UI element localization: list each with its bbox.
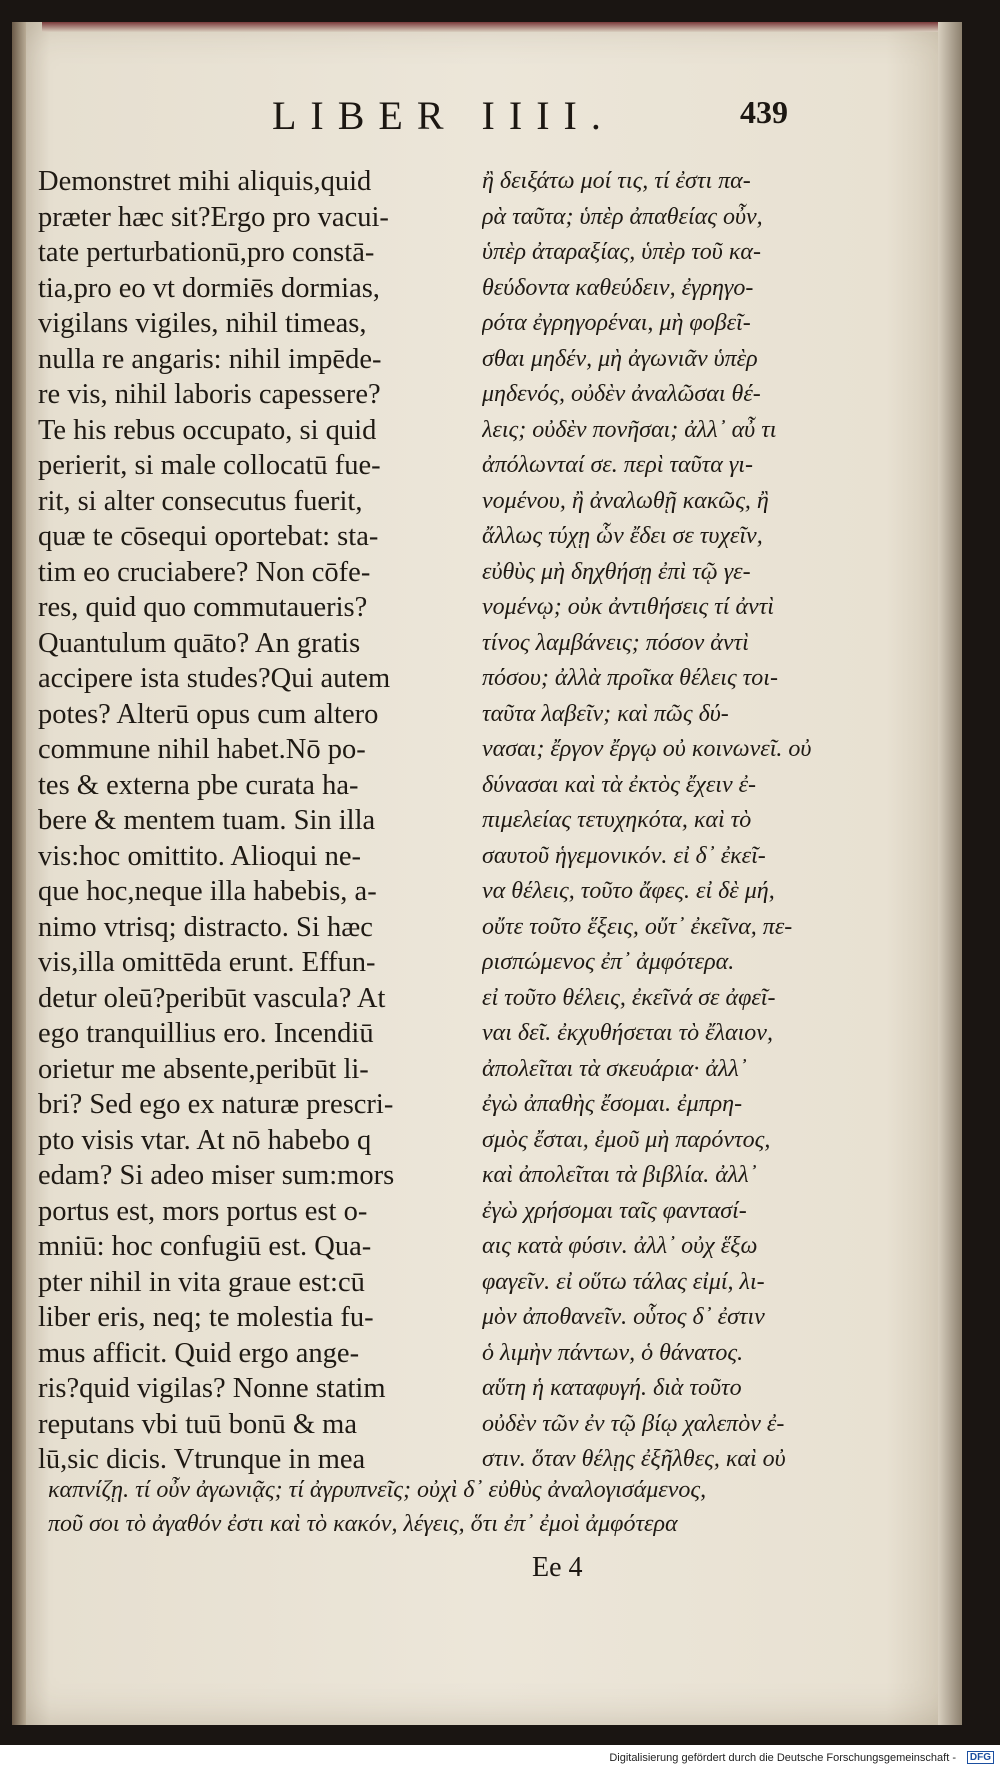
page-gutter — [12, 22, 26, 1725]
latin-line: bri? Sed ego ex naturæ prescri- — [38, 1089, 394, 1120]
bottom-greek-line: καπνίζῃ. τί οὖν ἀγωνιᾷς; τί ἀγρυπνεῖς; οὐχὶ δ᾽ εὐθὺς ἀναλογισάμενος, — [48, 1477, 707, 1503]
greek-line: σμὸς ἔσται, ἐμοῦ μὴ παρόντος, — [482, 1126, 771, 1153]
latin-line: nulla re angaris: nihil impēde- — [38, 343, 382, 375]
latin-line: potes? Alterū opus cum altero — [38, 698, 379, 730]
latin-line: rit, si alter consecutus fuerit, — [38, 485, 363, 517]
latin-line: ris?quid vigilas? Nonne statim — [38, 1373, 386, 1404]
latin-line: tate perturbationū,pro constā- — [38, 237, 375, 268]
latin-line: tim eo cruciabere? Non cōfe- — [38, 556, 371, 588]
dfg-logo: DFG — [967, 1751, 994, 1764]
greek-line: καὶ ἀπολεῖται τὰ βιβλία. ἀλλ᾽ — [482, 1162, 757, 1188]
greek-line: ρισπώμενος ἐπ᾽ ἀμφότερα. — [482, 949, 735, 975]
book-page — [12, 22, 962, 1725]
greek-line: εὐθὺς μὴ δηχθήσῃ ἐπὶ τῷ γε- — [482, 558, 751, 585]
greek-line: ἄλλως τύχῃ ὧν ἔδει σε τυχεῖν, — [482, 523, 763, 549]
latin-line: nimo vtrisq; distracto. Si hæc — [38, 911, 373, 943]
greek-line: ταῦτα λαβεῖν; καὶ πῶς δύ- — [482, 700, 729, 727]
latin-line: Quantulum quāto? An gratis — [38, 627, 361, 659]
latin-line: res, quid quo commutaueris? — [38, 592, 368, 623]
bottom-greek-line: ποῦ σοι τὸ ἀγαθόν ἐστι καὶ τὸ κακόν, λέγεις, ὅτι ἐπ᾽ ἐμοὶ ἀμφότερα — [48, 1511, 678, 1537]
greek-line: να θέλεις, τοῦτο ἄφες. εἰ δὲ μή, — [482, 878, 775, 904]
greek-column — [482, 164, 942, 1478]
latin-column — [38, 164, 478, 1478]
digitization-footer — [0, 1748, 1000, 1770]
greek-line: μὸν ἀποθανεῖν. οὗτος δ᾽ ἐστιν — [482, 1304, 765, 1330]
greek-line: φαγεῖν. εἰ οὕτω τάλας εἰμί, λι- — [482, 1268, 765, 1295]
latin-line: vis,illa omittēda erunt. Effun- — [38, 947, 376, 978]
greek-line: ρότα ἐγρηγορέναι, μὴ φοβεῖ- — [482, 310, 751, 336]
latin-line: que hoc,neque illa habebis, a- — [38, 876, 377, 907]
greek-line: μηδενός, οὐδὲν ἀναλῶσαι θέ- — [482, 381, 761, 407]
latin-line: perierit, si male collocatū fue- — [38, 450, 381, 481]
latin-line: commune nihil habet.Nō po- — [38, 734, 366, 765]
latin-line: tes & externa pbe curata ha- — [38, 769, 359, 801]
greek-line: ἐγὼ ἀπαθὴς ἔσομαι. ἐμπρη- — [482, 1091, 743, 1117]
signature-mark: Ee 4 — [532, 1552, 583, 1583]
latin-line: Te his rebus occupato, si quid — [38, 414, 377, 446]
greek-line: εἰ τοῦτο θέλεις, ἐκεῖνά σε ἀφεῖ- — [482, 984, 776, 1011]
greek-line: οὐδὲν τῶν ἐν τῷ βίῳ χαλεπὸν ἐ- — [482, 1410, 785, 1437]
greek-line: πιμελείας τετυχηκότα, καὶ τὸ — [482, 807, 752, 833]
latin-line: mus afficit. Quid ergo ange- — [38, 1337, 360, 1369]
greek-line: νομένου, ἢ ἀναλωθῇ κακῶς, ἢ — [482, 487, 769, 514]
greek-line: νασαι; ἔργον ἔργῳ οὐ κοινωνεῖ. οὐ — [482, 736, 812, 762]
latin-line: accipere ista studes?Qui autem — [38, 663, 391, 694]
greek-line: λεις; οὐδὲν πονῆσαι; ἀλλ᾽ αὖ τι — [482, 416, 777, 443]
latin-line: vigilans vigiles, nihil timeas, — [38, 308, 367, 339]
latin-line: pto visis vtar. At nō habebo q — [38, 1124, 372, 1156]
greek-line: ἀπολεῖται τὰ σκευάρια· ἀλλ᾽ — [482, 1055, 747, 1082]
greek-line: σαυτοῦ ἡγεμονικόν. εἰ δ᾽ ἐκεῖ- — [482, 842, 766, 869]
page-number: 439 — [740, 94, 788, 130]
footer-text: Digitalisierung gefördert durch die Deutsche Forschungsgemeinschaft - — [609, 1752, 956, 1764]
greek-line: οὔτε τοῦτο ἕξεις, οὔτ᾽ ἐκεῖνα, πε- — [482, 913, 793, 940]
greek-line: θεύδοντα καθεύδειν, ἐγρηγο- — [482, 274, 754, 301]
latin-line: portus est, mors portus est o- — [38, 1195, 368, 1227]
latin-line: tia,pro eo vt dormiēs dormias, — [38, 272, 380, 304]
greek-line: πόσου; ἀλλὰ προῖκα θέλεις τοι- — [482, 665, 778, 691]
greek-line: τίνος λαμβάνεις; πόσον ἀντὶ — [482, 629, 749, 656]
latin-line: præter hæc sit?Ergo pro vacui- — [38, 201, 389, 233]
greek-line: αὕτη ἡ καταφυγή. διὰ τοῦτο — [482, 1375, 742, 1401]
greek-line: δύνασαι καὶ τὰ ἐκτὸς ἔχειν ἐ- — [482, 771, 757, 798]
greek-line: ἐγὼ χρήσομαι ταῖς φαντασί- — [482, 1197, 747, 1224]
latin-line: orietur me absente,peribūt li- — [38, 1053, 369, 1085]
greek-line: σθαι μηδέν, μὴ ἀγωνιᾶν ὑπὲρ — [482, 345, 758, 372]
latin-line: quæ te cōsequi oportebat: sta- — [38, 521, 379, 552]
latin-line: re vis, nihil laboris capessere? — [38, 379, 381, 410]
page-top-edge — [42, 22, 942, 32]
latin-line: detur oleū?peribūt vascula? At — [38, 982, 386, 1014]
greek-line: ὑπὲρ ἀταραξίας, ὑπὲρ τοῦ κα- — [482, 239, 761, 265]
latin-line: vis:hoc omittito. Alioqui ne- — [38, 840, 361, 872]
greek-line: στιν. ὅταν θέλῃς ἐξῆλθες, καὶ οὐ — [482, 1446, 786, 1472]
greek-line: ὁ λιμὴν πάντων, ὁ θάνατος. — [482, 1339, 744, 1366]
latin-line: edam? Si adeo miser sum:mors — [38, 1160, 395, 1191]
greek-line: νομένῳ; οὐκ ἀντιθήσεις τί ἀντὶ — [482, 594, 774, 620]
greek-line: ρὰ ταῦτα; ὑπὲρ ἀπαθείας οὖν, — [482, 203, 763, 230]
latin-line: mniū: hoc confugiū est. Qua- — [38, 1231, 372, 1262]
latin-line: Demonstret mihi aliquis,quid — [38, 166, 372, 197]
greek-line: ναι δεῖ. ἐκχυθήσεται τὸ ἔλαιον, — [482, 1020, 773, 1046]
latin-line: liber eris, neq; te molestia fu- — [38, 1302, 374, 1333]
greek-line: ἢ δειξάτω μοί τις, τί ἐστι πα- — [482, 168, 751, 194]
greek-line: ἀπόλωνταί σε. περὶ ταῦτα γι- — [482, 452, 753, 478]
latin-line: pter nihil in vita graue est:cū — [38, 1266, 365, 1298]
latin-line: lū,sic dicis. Vtrunque in mea — [38, 1444, 366, 1475]
latin-line: bere & mentem tuam. Sin illa — [38, 805, 376, 836]
greek-line: αις κατὰ φύσιν. ἀλλ᾽ οὐχ ἕξω — [482, 1233, 758, 1259]
latin-line: ego tranquillius ero. Incendiū — [38, 1018, 374, 1049]
latin-line: reputans vbi tuū bonū & ma — [38, 1408, 357, 1440]
running-title: LIBER IIII. — [272, 93, 615, 138]
